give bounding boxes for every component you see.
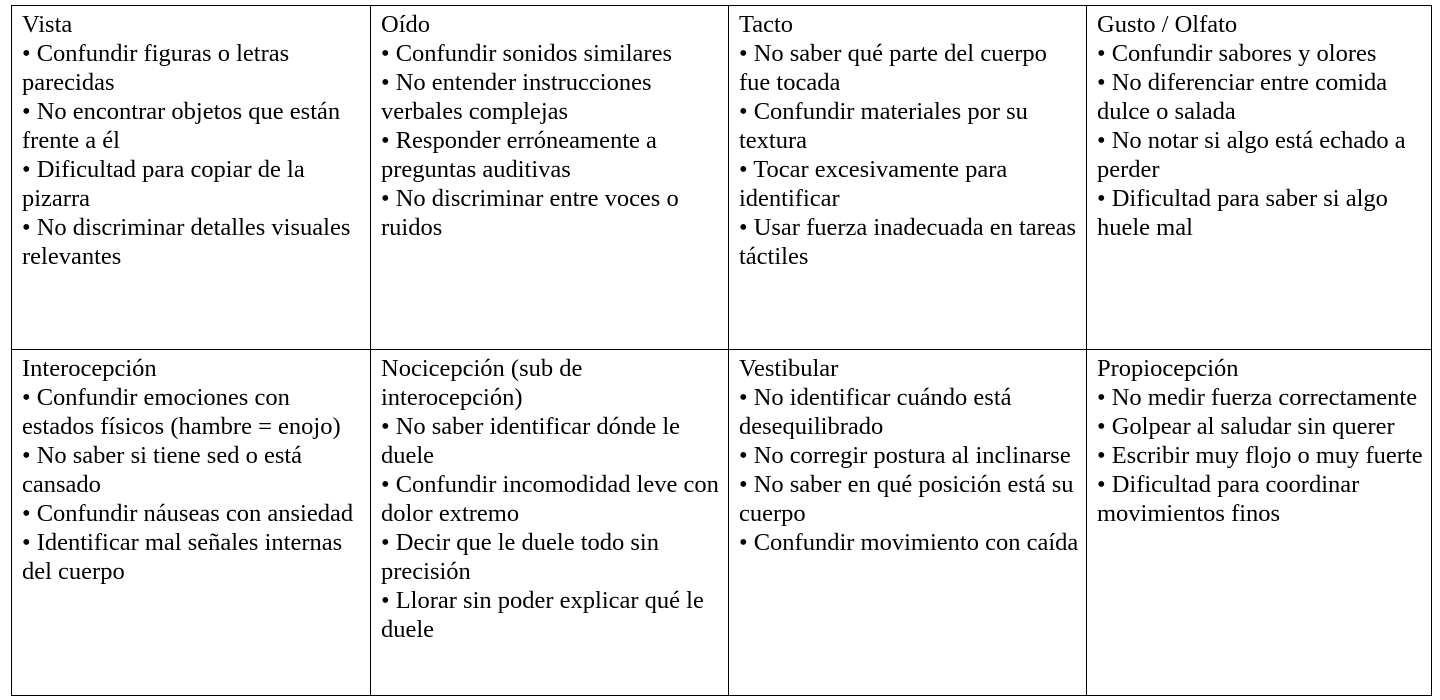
cell-interocepcion <box>12 350 371 696</box>
list-item: • Confundir sonidos similares <box>381 40 672 67</box>
list-item: • Dificultad para copiar de la pizarra <box>22 156 305 212</box>
list-item: • No identificar cuándo está desequilibrado <box>739 384 1012 440</box>
cell-vista <box>12 6 371 350</box>
list-item: • Tocar excesivamente para identificar <box>739 156 1008 212</box>
sensory-difficulties-table <box>11 5 1432 696</box>
list-item: • Golpear al saludar sin querer <box>1097 413 1395 440</box>
list-item: • No diferenciar entre comida dulce o salada <box>1097 69 1388 125</box>
list-item: • Confundir náuseas con ansiedad <box>22 500 354 527</box>
list-item: • Decir que le duele todo sin precisión <box>381 529 659 585</box>
cell-title: Oído <box>381 11 430 38</box>
list-item: • Llorar sin poder explicar qué le duele <box>381 587 704 643</box>
list-item: • No corregir postura al inclinarse <box>739 442 1071 469</box>
cell-title: Vestibular <box>739 355 839 382</box>
list-item: • No saber si tiene sed o está cansado <box>22 442 303 498</box>
list-item: • Confundir sabores y olores <box>1097 40 1377 67</box>
cell-title: Gusto / Olfato <box>1097 11 1238 38</box>
list-item: • Responder erróneamente a preguntas auditivas <box>381 127 657 183</box>
cell-title: Nocicepción (sub de interocepción) <box>381 355 583 411</box>
cell-nocicepcion <box>371 350 729 696</box>
cell-title: Vista <box>22 11 73 38</box>
list-item: • Confundir figuras o letras parecidas <box>22 40 290 96</box>
cell-tacto <box>729 6 1087 350</box>
cell-oido <box>371 6 729 350</box>
list-item: • No encontrar objetos que están frente a él <box>22 98 341 154</box>
list-item: • Usar fuerza inadecuada en tareas táctiles <box>739 214 1077 270</box>
list-item: • Escribir muy flojo o muy fuerte <box>1097 442 1423 469</box>
list-item: • Identificar mal señales internas del cuerpo <box>22 529 343 585</box>
list-item: • Confundir movimiento con caída <box>739 529 1079 556</box>
cell-title: Propiocepción <box>1097 355 1239 382</box>
list-item: • Confundir materiales por su textura <box>739 98 1028 154</box>
list-item: • No medir fuerza correctamente <box>1097 384 1418 411</box>
list-item: • No saber en qué posición está su cuerpo <box>739 471 1074 527</box>
list-item: • Confundir incomodidad leve con dolor extremo <box>381 471 719 527</box>
cell-title: Tacto <box>739 11 794 38</box>
cell-title: Interocepción <box>22 355 157 382</box>
table-row <box>12 6 1432 350</box>
list-item: • Dificultad para coordinar movimientos finos <box>1097 471 1360 527</box>
list-item: • No entender instrucciones verbales complejas <box>381 69 652 125</box>
cell-vestibular <box>729 350 1087 696</box>
list-item: • No notar si algo está echado a perder <box>1097 127 1406 183</box>
list-item: • No saber identificar dónde le duele <box>381 413 681 469</box>
list-item: • Dificultad para saber si algo huele mal <box>1097 185 1388 241</box>
list-item: • No saber qué parte del cuerpo fue tocada <box>739 40 1047 96</box>
list-item: • Confundir emociones con estados físicos (hambre = enojo) <box>22 384 341 440</box>
list-item: • No discriminar detalles visuales relevantes <box>22 214 351 270</box>
cell-gusto-olfato <box>1087 6 1432 350</box>
table-row <box>12 350 1432 696</box>
list-item: • No discriminar entre voces o ruidos <box>381 185 679 241</box>
cell-propiocepcion <box>1087 350 1432 696</box>
